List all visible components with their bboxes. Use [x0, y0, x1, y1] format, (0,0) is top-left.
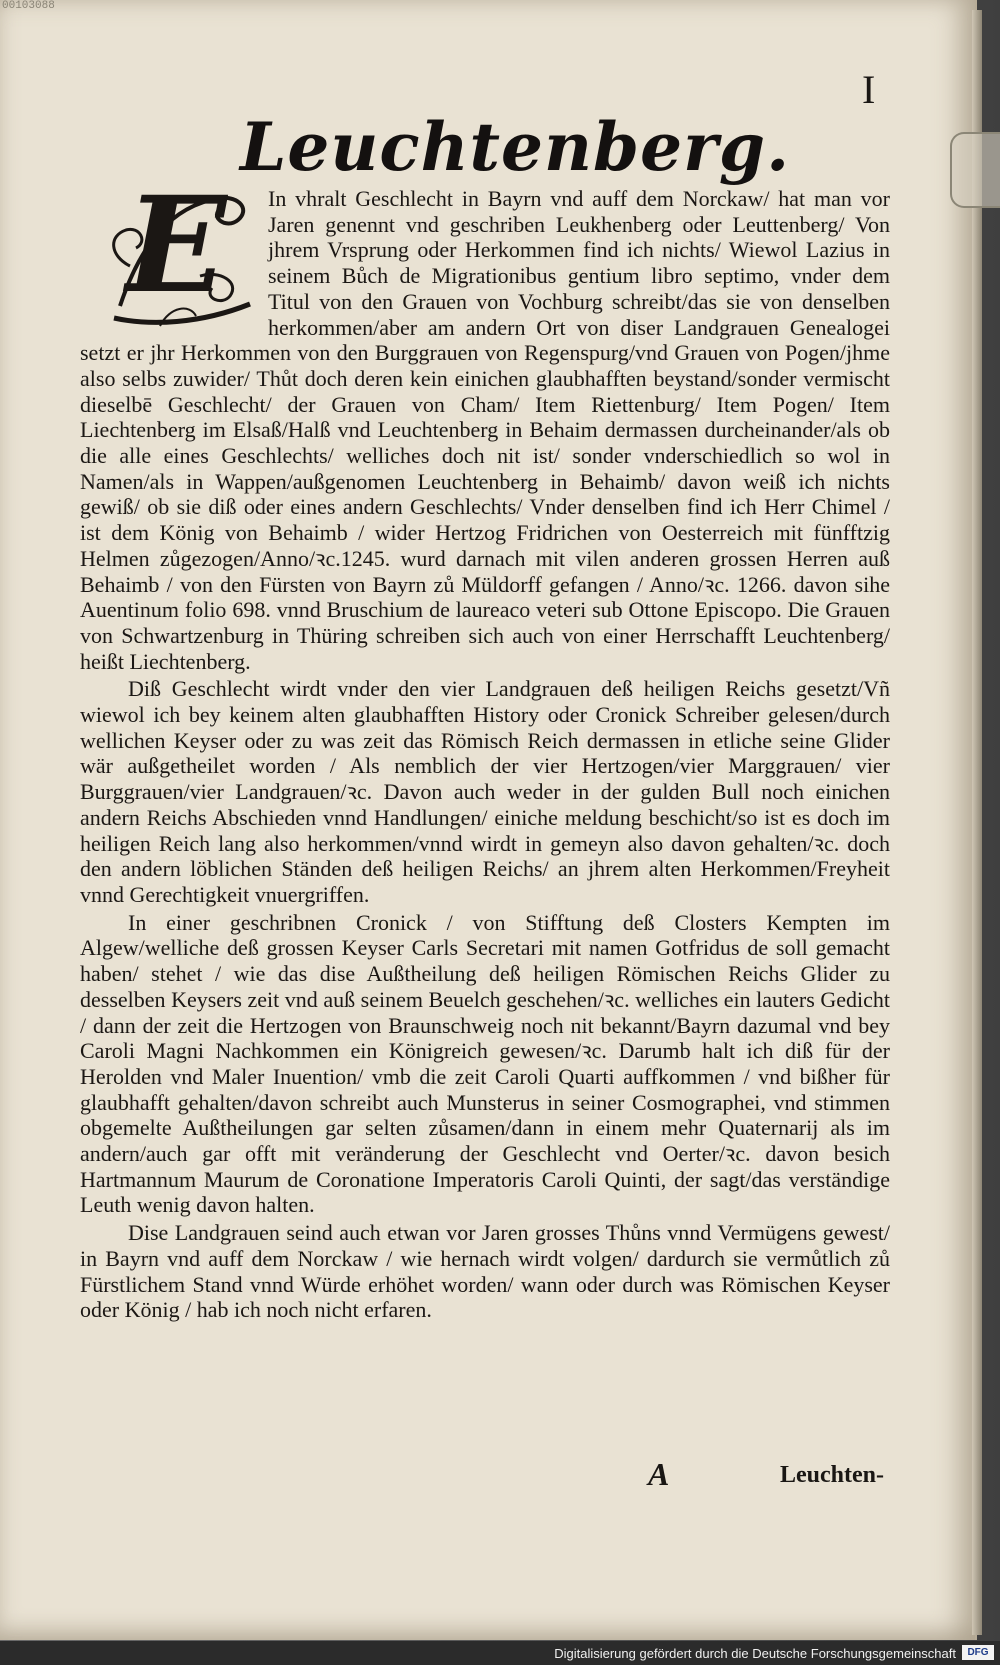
dfg-logo-icon: DFG	[962, 1645, 994, 1660]
page-tab-marker	[950, 132, 1000, 208]
footer-bar	[0, 1641, 1000, 1665]
drop-cap-letter: E	[126, 168, 227, 323]
page-number: I	[862, 67, 876, 112]
page-edge	[972, 10, 982, 1635]
paragraph-4: Dise Landgrauen seind auch etwan vor Jaren grosses Thůns vnnd Vermügens gewest/ in Bayrn vnd auff dem Norckaw / wie hernach wirdt volgen/ dardurch sie vermůtlich zů Fürstlichem Stand vnnd Würde erhöhet worden/ wann oder durch was Römischen Keyser oder König / hab ich noch nicht erfaren.	[80, 1220, 890, 1323]
decorated-initial-icon	[100, 168, 258, 332]
paragraph-3: In einer geschribnen Cronick / von Stifftung deß Closters Kempten im Algew/welliche deß grossen Keyser Carls Secretari mit namen Gotfridus de soll gemacht haben/ stehet / wie das dise Außtheilung deß heiligen Römischen Reichs Glider zu desselben Keysers zeit vnd auß seinem Beuelch geschehen/ꝛc. welliches ein lauters Gedicht / dann der zeit die Hertzogen von Braunschweig noch nit bekannt/Bayrn dazumal vnd bey Caroli Magni Nachkommen ein Königreich gewesen/ꝛc. Darumb halt ich diß für der Herolden vnd Maler Inuention/ vmb die zeit Caroli Quarti auffkommen / vnd bißher für glaubhafft gehalten/davon schreibt auch Munsterus in seiner Cosmographei, vnd stimmen obgemelte Außtheilungen gar selten zůsamen/dann in einem mehr Quaternarij als im andern/auch gar offt mit veränderung der Geschlecht vnd Oerter/ꝛc. davon besich Hartmannum Maurum de Coronatione Imperatoris Caroli Quinti, der sagt/das verständige Leuth wenig davon halten.	[80, 909, 890, 1218]
paragraph-2: Diß Geschlecht wirdt vnder den vier Landgrauen deß heiligen Reichs gesetzt/Vñ wiewol ich bey keinem alten glaubhafften History oder Cronick Schreiber gelesen/durch wellichen Keyser oder zu was zeit das Römisch Reich dermassen in etliche seine Glider wär außgetheilet worden / Als nemblich der vier Hertzogen/vier Marggrauen/ vier Burggrauen/vier Landgrauen/ꝛc. Davon auch weder in der gulden Bull noch einichen andern Reichs Abschieden vnnd Handlungen/ einiche meldung beschicht/so ist es doch im heiligen Reich lang also herkommen/vnnd wirdt in gemeyn also davon gehalten/ꝛc. doch den andern löblichen Ständen deß heiligen Reichs/ an jhrem alten Herkommen/Freyheit vnnd Gerechtigkeit vnuergriffen.	[80, 676, 890, 907]
body-text	[80, 168, 890, 1325]
paragraph-1-text: In vhralt Geschlecht in Bayrn vnd auff dem Norckaw/ hat man vor Jaren genennt vnd geschriben Leukhenberg oder Leuttenberg/ Von jhrem Vrsprung oder Herkommen find ich nichts/ Wiewol Lazius in seinem Bůch de Migrationibus gentium libro septimo, vnder dem Titul von den Grauen von Vochburg schreibt/das sie von denselben herkommen/aber am andern Ort von diser Landgrauen Genealogei setzt er jhr Herkommen von den Burggrauen von Regenspurg/vnd Grauen von Pogen/jhme also selbs zuwider/ Thůt doch deren kein einichen glaubhafften beystand/sonder vermischt dieselbē Geschlecht/ der Grauen von Cham/ Item Riettenburg/ Item Pogen/ Item Liechtenberg im Elsaß/Halß vnd Leuchtenberg in Behaim dermassen durcheinander/als ob die alle eines Geschlechts/ welliches doch nit ist/ sonder vnderschiedlich so wol in Namen/als in Wappen/außgenomen Leuchtenberg in Behaimb/ davon weiß ich nichts gewiß/ ob sie diß oder eines andern Geschlechts/ Vnder denselben find ich Herr Chimel / ist dem König von Behaimb / wider Hertzog Fridrichen von Oesterreich mit fünfftzig Helmen zůgezogen/Anno/ꝛc.1245. wurd darnach mit vilen anderen grossen Herren auß Behaimb / von den Fürsten von Bayrn zů Müldorff gefangen / Anno/ꝛc. 1266. davon sihe Auentinum folio 698. vnnd Bruschium de laureaco veteri sub Ottone Episcopo. Die Grauen von Schwartzenburg in Thüring schreiben sich auch von einer Herrschafft Leuchtenberg/ heißt Liechtenberg.	[80, 186, 890, 674]
paragraph-1	[80, 168, 890, 674]
catchword: Leuchten-	[780, 1462, 884, 1488]
scan-id: 00103088	[2, 0, 55, 12]
page-title: Leuchtenberg.	[240, 108, 791, 186]
signature-mark: A	[648, 1456, 670, 1492]
footer-credit: Digitalisierung gefördert durch die Deutsche Forschungsgemeinschaft	[554, 1646, 956, 1661]
